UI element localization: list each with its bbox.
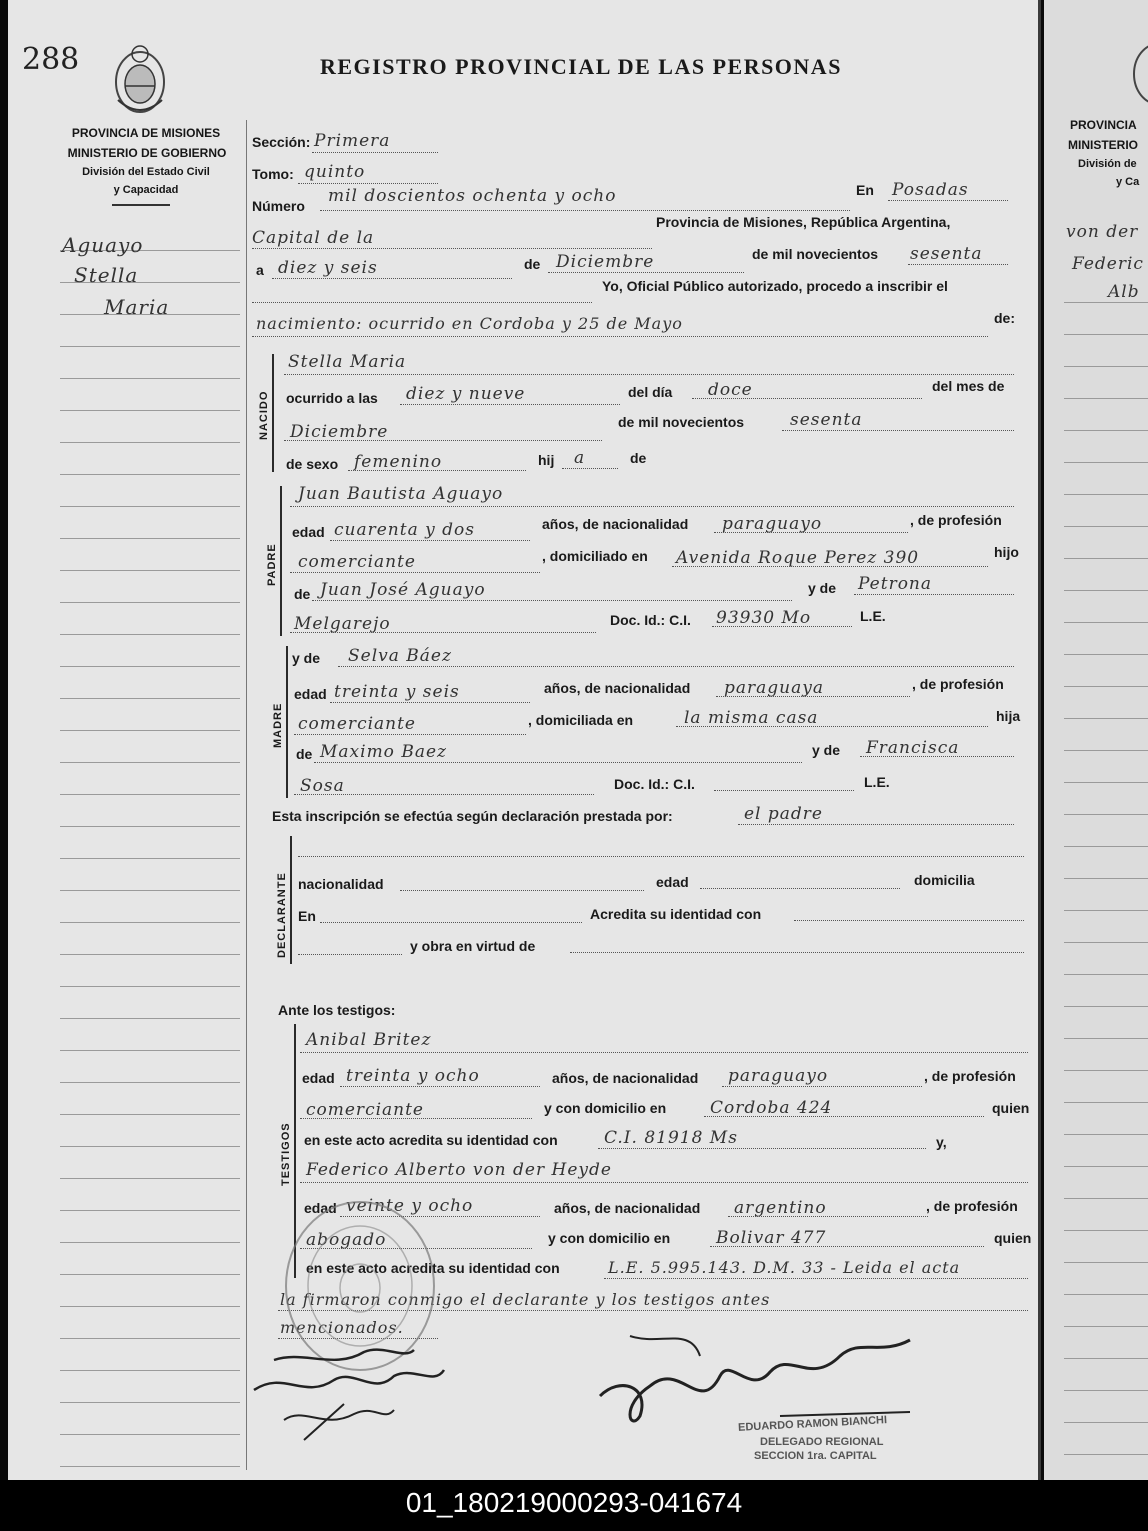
next-page-ruled-line [1064, 366, 1148, 367]
padre-le-label: L.E. [860, 608, 886, 624]
del-dia-label: del día [628, 384, 673, 400]
margin-ruled-line [60, 474, 240, 475]
testigo2-dom-value: Bolivar 477 [716, 1228, 827, 1248]
madre-padre-value: Maximo Baez [320, 742, 447, 762]
header-ministry: MINISTERIO DE GOBIERNO [67, 146, 227, 160]
next-page-capacity: y Ca [1116, 176, 1140, 188]
testigo2-nac-value: argentino [734, 1198, 827, 1218]
testigo1-anos-label: años, de nacionalidad [552, 1070, 699, 1086]
testigo2-doc-value: L.E. 5.995.143. D.M. 33 - Leida el acta [608, 1258, 961, 1277]
coat-of-arms-icon [1128, 28, 1148, 108]
padre-edad-value: cuarenta y dos [334, 520, 475, 540]
margin-ruled-line [60, 794, 240, 795]
margin-ruled-line [60, 346, 240, 347]
margin-ruled-line [60, 954, 240, 955]
next-page-ruled-line [1064, 1070, 1148, 1071]
margin-ruled-line [60, 602, 240, 603]
margin-ruled-line [60, 570, 240, 571]
section-declarante: DECLARANTE [276, 872, 288, 958]
margin-ruled-line [60, 986, 240, 987]
next-page-ruled-line [1064, 1422, 1148, 1423]
next-page-division: División de [1078, 158, 1137, 170]
next-page-ruled-line [1064, 398, 1148, 399]
madre-hija-label: hija [996, 708, 1021, 724]
padre-profesion-label: , de profesión [910, 512, 1002, 528]
padre-edad-label: edad [292, 524, 325, 540]
coat-of-arms-icon [108, 40, 172, 116]
next-page-ruled-line [1064, 1006, 1148, 1007]
next-page-ruled-line [1064, 334, 1148, 335]
stamp-title: DELEGADO REGIONAL [760, 1436, 884, 1448]
testigo1-edad-value: treinta y ocho [346, 1066, 480, 1086]
next-page-ruled-line [1064, 718, 1148, 719]
testigo1-y-label: y, [936, 1134, 947, 1150]
mes-nac-value: Diciembre [290, 422, 389, 442]
testigo1-nombre-value: Anibal Britez [306, 1030, 432, 1050]
madre-nombre-value: Selva Báez [348, 646, 452, 666]
margin-ruled-line [60, 1210, 240, 1211]
numero-value: mil doscientos ochenta y ocho [328, 186, 617, 206]
declarante-domicilia-label: domicilia [914, 872, 975, 888]
margin-ruled-line [60, 666, 240, 667]
margin-ruled-line [60, 1050, 240, 1051]
testigo2-anos-label: años, de nacionalidad [554, 1200, 701, 1216]
madre-profesion-label: , de profesión [912, 676, 1004, 692]
margin-second-name: Maria [104, 295, 170, 319]
declarante-edad-label: edad [656, 874, 689, 890]
next-page-ruled-line [1064, 1134, 1148, 1135]
margin-ruled-line [60, 922, 240, 923]
section-testigos: TESTIGOS [280, 1122, 292, 1186]
next-page-ruled-line [1064, 494, 1148, 495]
margin-ruled-line [60, 1242, 240, 1243]
next-page-ruled-line [1064, 1358, 1148, 1359]
margin-ruled-line [60, 1114, 240, 1115]
next-page-ruled-line [1064, 846, 1148, 847]
declarante-acredita-label: Acredita su identidad con [590, 906, 762, 922]
margin-ruled-line [60, 1338, 240, 1339]
section-padre: PADRE [266, 543, 278, 586]
header-capacity: y Capacidad [113, 184, 179, 196]
stamp-section: SECCION 1ra. CAPITAL [754, 1450, 877, 1462]
tomo-label: Tomo: [252, 166, 294, 182]
next-page-ruled-line [1064, 942, 1148, 943]
testigo1-acredita-label: en este acto acredita su identidad con [304, 1132, 558, 1148]
next-page-ruled-line [1064, 1102, 1148, 1103]
de-mil-novecientos-2-label: de mil novecientos [618, 414, 745, 430]
page-number: 288 [22, 42, 80, 77]
next-page-hw-3: Alb [1108, 282, 1140, 302]
declarante-obra-label: y obra en virtud de [410, 938, 536, 954]
margin-ruled-line [60, 1402, 240, 1403]
testigo2-domicilio-label: y con domicilio en [548, 1230, 671, 1246]
margin-separator [246, 120, 247, 1470]
de-label-2: de [630, 450, 647, 466]
sexo-value: femenino [354, 452, 443, 472]
next-page-ruled-line [1064, 302, 1148, 303]
de-mil-novecientos-label: de mil novecientos [752, 246, 879, 262]
anio-value: sesenta [910, 244, 983, 264]
margin-ruled-line [60, 1178, 240, 1179]
madre-y-de-label: y de [292, 650, 321, 666]
testigo2-edad-value: veinte y ocho [346, 1196, 474, 1216]
madre-de-label: de [296, 746, 313, 762]
margin-ruled-line [60, 698, 240, 699]
anio-nac-value: sesenta [790, 410, 863, 430]
madre-doc-label: Doc. Id.: C.I. [614, 776, 695, 792]
footer-id: 01_180219000293-041674 [0, 1480, 1148, 1531]
testigo1-edad-label: edad [302, 1070, 335, 1086]
seccion-value: Primera [314, 131, 391, 151]
next-page-ruled-line [1064, 814, 1148, 815]
padre-de-label: de [294, 586, 311, 602]
madre-y-de-label-2: y de [812, 742, 841, 758]
next-page-ruled-line [1064, 1230, 1148, 1231]
margin-ruled-line [60, 538, 240, 539]
next-page-ruled-line [1064, 1038, 1148, 1039]
ante-testigos-label: Ante los testigos: [278, 1002, 396, 1018]
next-page-ruled-line [1064, 430, 1148, 431]
padre-dom-value: Avenida Roque Perez 390 [676, 548, 920, 568]
next-page-ruled-line [1064, 654, 1148, 655]
madre-nac-value: paraguaya [724, 678, 824, 698]
next-page-ruled-line [1064, 558, 1148, 559]
next-page-ruled-line [1064, 526, 1148, 527]
madre-prof-value: comerciante [298, 714, 416, 734]
margin-ruled-line [60, 1146, 240, 1147]
next-page-ruled-line [1064, 782, 1148, 783]
declarante-nacionalidad-label: nacionalidad [298, 876, 384, 892]
next-page-ruled-line [1064, 974, 1148, 975]
page-title: REGISTRO PROVINCIAL DE LAS PERSONAS [320, 54, 842, 79]
de-sexo-label: de sexo [286, 456, 339, 472]
margin-ruled-line [60, 762, 240, 763]
next-page-edge [1044, 0, 1148, 1480]
a-label: a [256, 262, 264, 278]
next-page-ruled-line [1064, 1294, 1148, 1295]
margin-ruled-line [60, 634, 240, 635]
padre-doc-label: Doc. Id.: C.I. [610, 612, 691, 628]
margin-ruled-line [60, 826, 240, 827]
stamp-name: EDUARDO RAMON BIANCHI [737, 1414, 888, 1434]
padre-madre-2-value: Melgarejo [294, 614, 391, 634]
madre-anos-label: años, de nacionalidad [544, 680, 691, 696]
padre-prof-value: comerciante [298, 552, 416, 572]
header-province: PROVINCIA DE MISIONES [71, 126, 221, 140]
next-page-ruled-line [1064, 686, 1148, 687]
margin-ruled-line [60, 506, 240, 507]
section-madre: MADRE [272, 702, 284, 748]
next-page-ruled-line [1064, 1326, 1148, 1327]
declaracion-label: Esta inscripción se efectúa según declaración prestada por: [272, 808, 673, 824]
en-value: Posadas [892, 180, 969, 200]
tomo-value: quinto [304, 162, 366, 182]
next-page-ruled-line [1064, 1454, 1148, 1455]
section-nacido: NACIDO [258, 390, 270, 440]
madre-le-label: L.E. [864, 774, 890, 790]
testigo1-nac-value: paraguayo [728, 1066, 829, 1086]
padre-padre-value: Juan José Aguayo [320, 580, 486, 600]
en-label: En [856, 182, 874, 198]
padre-y-de-label: y de [808, 580, 837, 596]
padre-nombre-value: Juan Bautista Aguayo [298, 484, 504, 504]
madre-domiciliada-label: , domiciliada en [528, 712, 634, 728]
mes-value: Diciembre [556, 252, 655, 272]
madre-madre-2-value: Sosa [300, 776, 345, 796]
next-page-ruled-line [1064, 910, 1148, 911]
margin-ruled-line [60, 1306, 240, 1307]
cierre-2-value: mencionados. [280, 1318, 404, 1337]
next-page-ruled-line [1064, 1262, 1148, 1263]
numero-label: Número [252, 198, 305, 214]
next-page-ruled-line [1064, 1166, 1148, 1167]
next-page-ruled-line [1064, 462, 1148, 463]
next-page-hw-2: Federic [1072, 254, 1144, 274]
hij-suffix-value: a [574, 448, 586, 468]
margin-ruled-line [60, 1370, 240, 1371]
margin-surname: Aguayo [62, 233, 144, 257]
hora-value: diez y nueve [406, 384, 526, 404]
testigo1-dom-value: Cordoba 424 [710, 1098, 833, 1118]
madre-edad-label: edad [294, 686, 327, 702]
next-page-province: PROVINCIA [1070, 118, 1137, 132]
declarant-signature-icon [244, 1330, 464, 1450]
next-page-ruled-line [1064, 622, 1148, 623]
madre-dom-value: la misma casa [684, 708, 819, 728]
padre-nac-value: paraguayo [722, 514, 823, 534]
de-colon-label: de: [994, 310, 1015, 326]
margin-ruled-line [60, 1082, 240, 1083]
margin-ruled-line [60, 1274, 240, 1275]
provincia-label: Provincia de Misiones, República Argentina, [656, 214, 951, 230]
margin-first-name: Stella [74, 263, 139, 287]
testigo2-prof-value: abogado [306, 1230, 387, 1250]
margin-ruled-line [60, 410, 240, 411]
dia-value: diez y seis [278, 258, 378, 278]
hij-label: hij [538, 452, 555, 468]
testigo2-edad-label: edad [304, 1200, 337, 1216]
declarante-value: el padre [744, 804, 823, 824]
header-underline [112, 204, 170, 206]
cierre-value: la firmaron conmigo el declarante y los testigos antes [280, 1290, 771, 1309]
nombre-value: Stella Maria [288, 352, 407, 372]
padre-domiciliado-label: , domiciliado en [542, 548, 648, 564]
padre-hijo-label: hijo [994, 544, 1019, 560]
padre-ci-value: 93930 Mo [716, 608, 812, 628]
margin-ruled-line [60, 1434, 240, 1435]
testigo1-prof-value: comerciante [306, 1100, 424, 1120]
testigo1-doc-value: C.I. 81918 Ms [604, 1128, 738, 1148]
padre-madre-value: Petrona [858, 574, 933, 594]
madre-madre-value: Francisca [866, 738, 960, 758]
next-page-hw-1: von der [1066, 222, 1139, 242]
next-page-ruled-line [1064, 590, 1148, 591]
margin-ruled-line [60, 890, 240, 891]
testigo1-quien-label: quien [992, 1100, 1030, 1116]
testigo1-domicilio-label: y con domicilio en [544, 1100, 667, 1116]
padre-anos-label: años, de nacionalidad [542, 516, 689, 532]
margin-ruled-line [60, 730, 240, 731]
next-page-ruled-line [1064, 1390, 1148, 1391]
capital-value: Capital de la [252, 228, 375, 248]
ocurrido-label: ocurrido a las [286, 390, 378, 406]
seccion-label: Sección: [252, 134, 311, 150]
margin-ruled-line [60, 858, 240, 859]
testigo2-nombre-value: Federico Alberto von der Heyde [306, 1160, 612, 1180]
de-label: de [524, 256, 541, 272]
margin-ruled-line [60, 378, 240, 379]
next-page-ministry: MINISTERIO [1068, 138, 1139, 152]
dia-nac-value: doce [708, 380, 753, 400]
next-page-ruled-line [1064, 878, 1148, 879]
declarante-en-label: En [298, 908, 316, 924]
testigo2-acredita-label: en este acto acredita su identidad con [306, 1260, 560, 1276]
margin-ruled-line [60, 1466, 240, 1467]
margin-ruled-line [60, 1018, 240, 1019]
testigo1-profesion-label: , de profesión [924, 1068, 1016, 1084]
header-division: División del Estado Civil [82, 166, 210, 178]
madre-edad-value: treinta y seis [334, 682, 460, 702]
document-page [8, 0, 1041, 1480]
next-page-ruled-line [1064, 1198, 1148, 1199]
next-page-ruled-line [1064, 750, 1148, 751]
testigo2-profesion-label: , de profesión [926, 1198, 1018, 1214]
testigo2-quien-label: quien [994, 1230, 1032, 1246]
del-mes-label: del mes de [932, 378, 1005, 394]
margin-ruled-line [60, 442, 240, 443]
yo-oficial-label: Yo, Oficial Público autorizado, procedo a inscribir el [602, 278, 948, 294]
acto-value: nacimiento: ocurrido en Cordoba y 25 de Mayo [256, 314, 683, 333]
